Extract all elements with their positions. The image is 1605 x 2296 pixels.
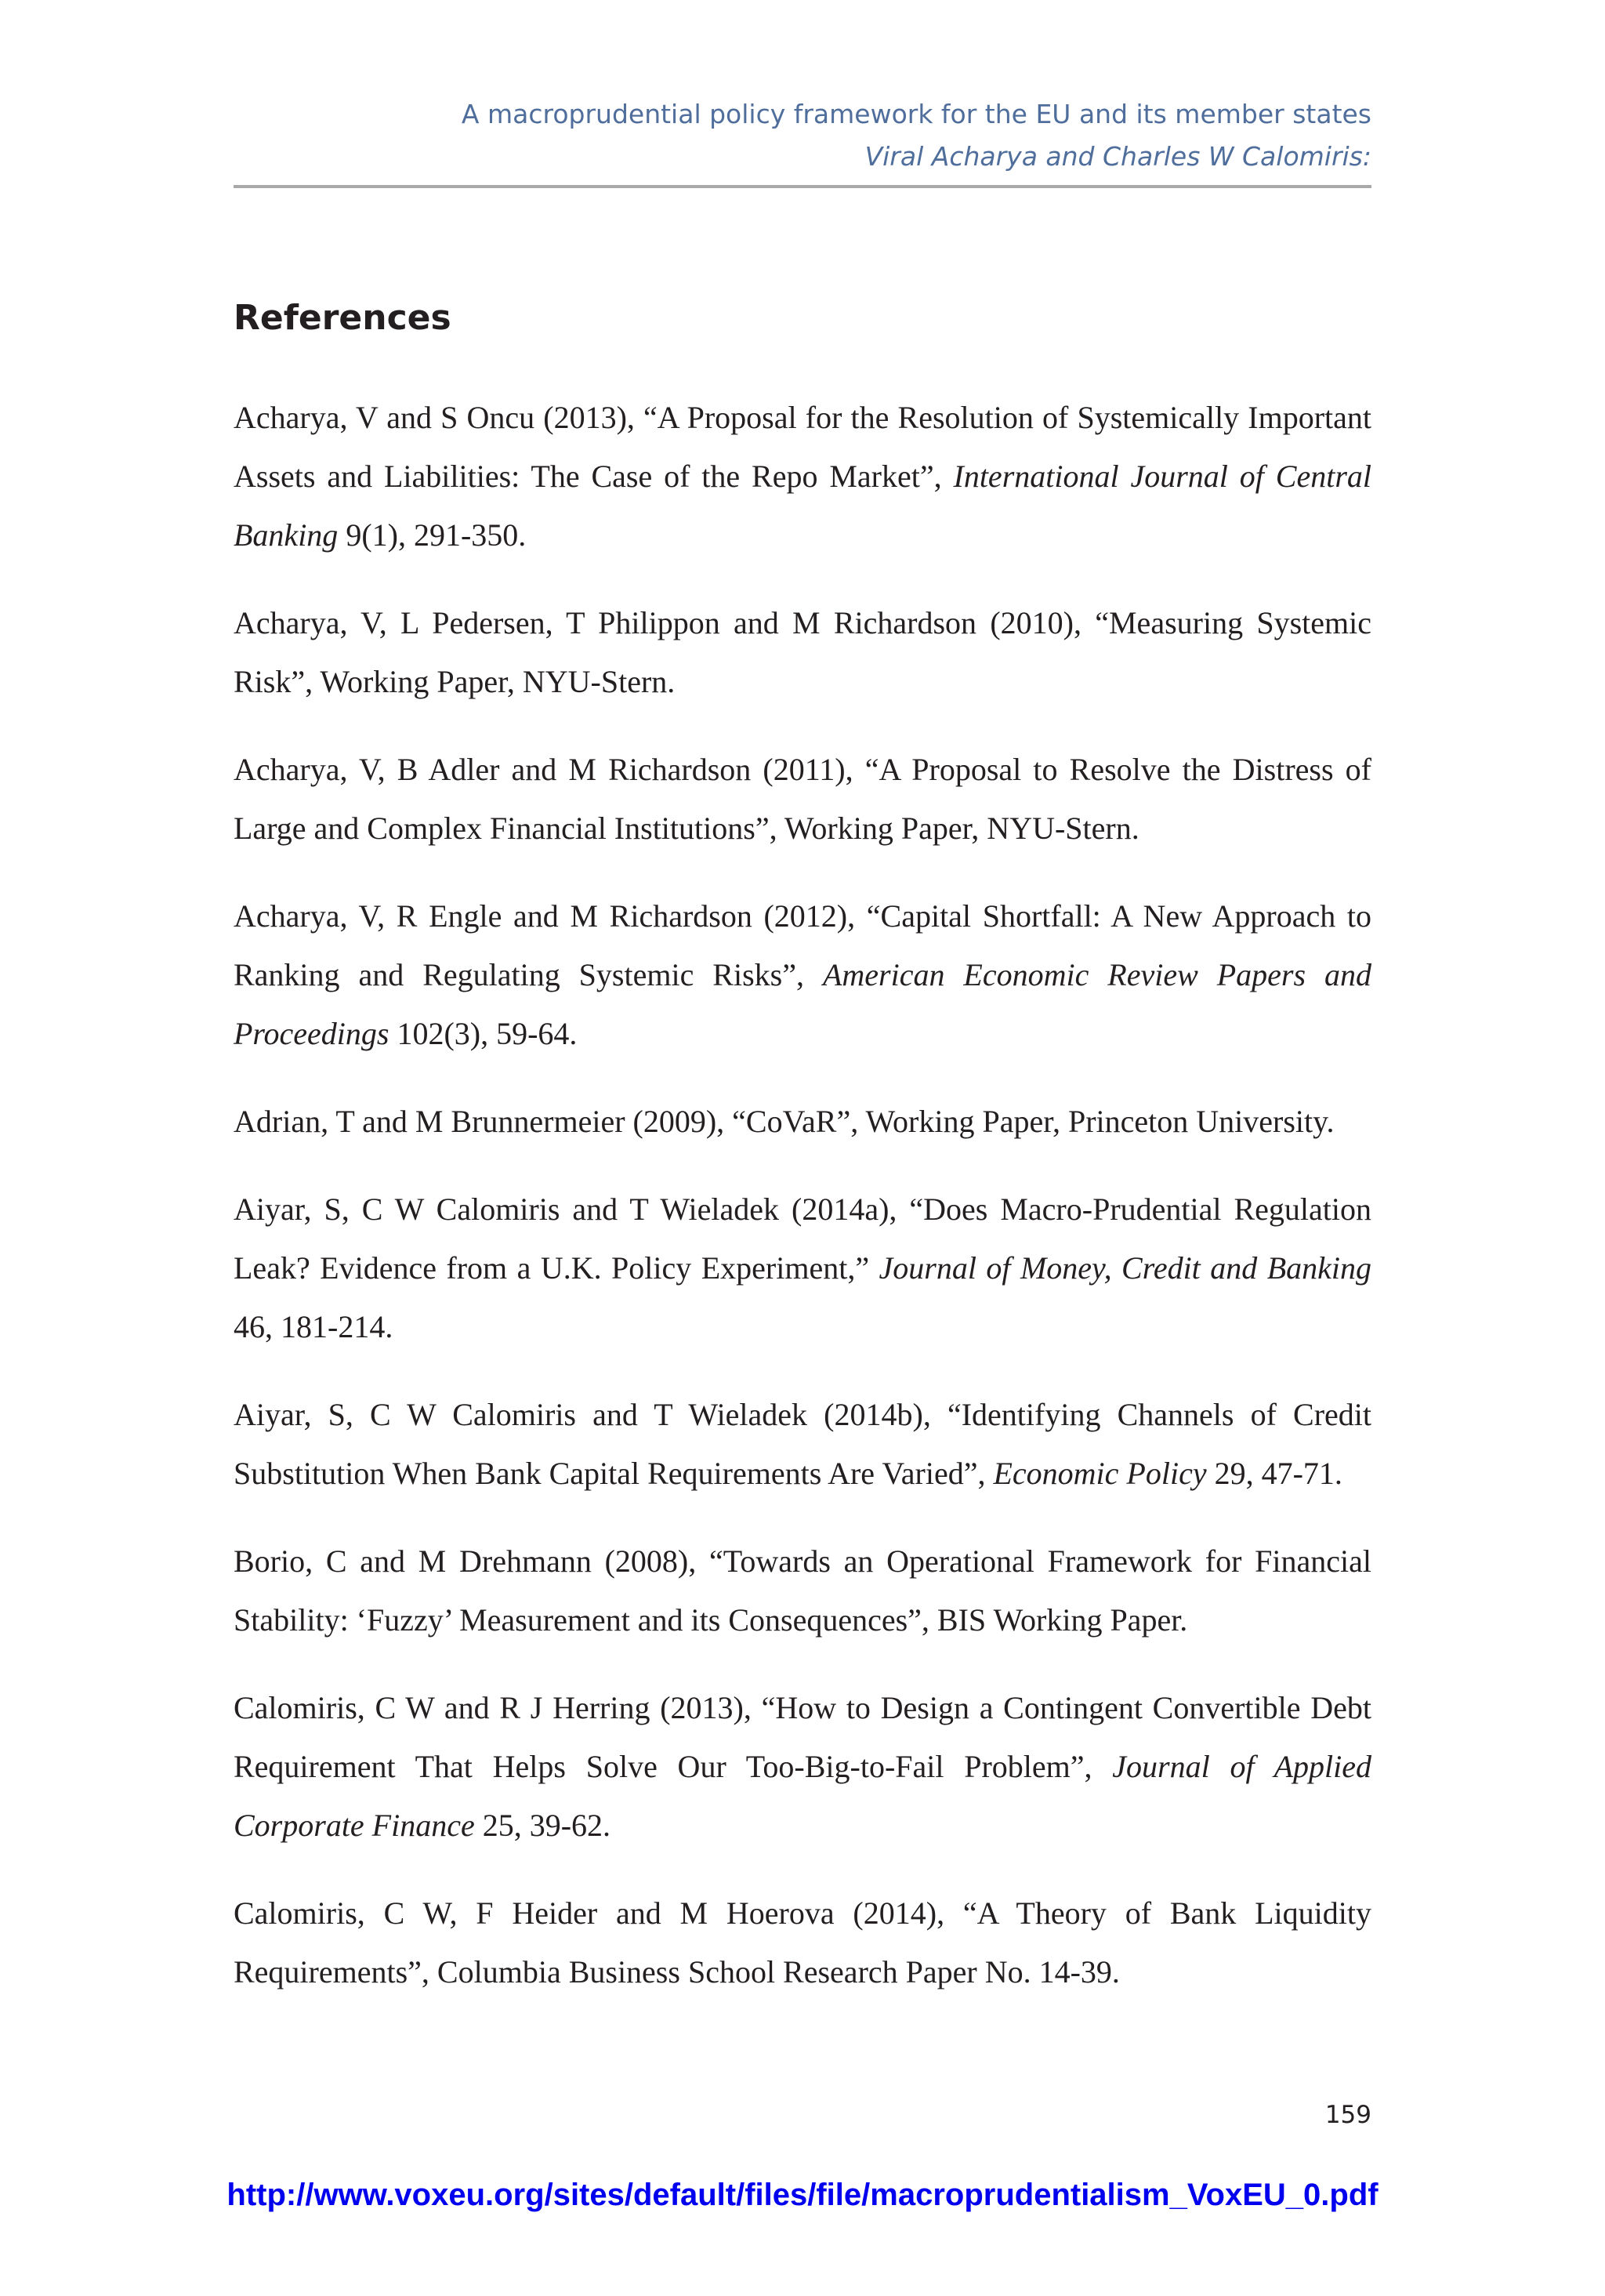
reference-text: Aiyar, S, C W Calomiris and T Wieladek (2014b), “Identifying Channels of Credit Substitution When Bank Capital Requirements Are Varied”, [234, 1397, 1371, 1491]
reference-details: 9(1), 291-350. [338, 517, 527, 553]
reference-item [234, 1532, 1371, 1649]
reference-text: Acharya, V, B Adler and M Richardson (2011), “A Proposal to Resolve the Distress of Large and Complex Financial Institutions”, Working Paper, NYU-Stern. [234, 752, 1371, 846]
reference-text: Acharya, V, L Pedersen, T Philippon and M Richardson (2010), “Measuring Systemic Risk”, Working Paper, NYU-Stern. [234, 605, 1371, 699]
reference-item [234, 887, 1371, 1063]
reference-item [234, 1678, 1371, 1855]
page-number: 159 [1324, 2101, 1371, 2129]
reference-details: 102(3), 59-64. [389, 1016, 578, 1051]
section-heading: References [234, 298, 451, 338]
reference-item [234, 388, 1371, 564]
reference-item [234, 1092, 1371, 1151]
reference-details: 29, 47-71. [1206, 1456, 1342, 1491]
reference-venue: Journal of Applied Corporate Finance [234, 1749, 1371, 1843]
reference-text: Calomiris, C W and R J Herring (2013), “How to Design a Contingent Convertible Debt Requirement That Helps Solve Our Too-Big-to-Fail Problem”, [234, 1690, 1371, 1784]
reference-item [234, 1884, 1371, 2001]
running-head-title: A macroprudential policy framework for the EU and its member states [461, 99, 1371, 129]
source-url-link[interactable]: http://www.voxeu.org/sites/default/files/file/macroprudentialism_VoxEU_0.pdf [226, 2178, 1379, 2212]
reference-text: Calomiris, C W, F Heider and M Hoerova (2014), “A Theory of Bank Liquidity Requirements”, Columbia Business School Research Paper No. 14-39. [234, 1895, 1371, 1990]
reference-list [234, 388, 1371, 2030]
reference-item [234, 1180, 1371, 1356]
reference-details: 46, 181-214. [234, 1309, 393, 1344]
reference-venue: International Journal of Central Banking [234, 459, 1371, 553]
reference-text: Acharya, V and S Oncu (2013), “A Proposal for the Resolution of Systemically Important Assets and Liabilities: The Case of the Repo Market”, [234, 400, 1371, 494]
reference-text: Borio, C and M Drehmann (2008), “Towards an Operational Framework for Financial Stability: ‘Fuzzy’ Measurement and its Consequences”, BIS Working Paper. [234, 1543, 1371, 1638]
running-head-authors: Viral Acharya and Charles W Calomiris: [864, 141, 1371, 172]
reference-item [234, 1385, 1371, 1503]
reference-text: Adrian, T and M Brunnermeier (2009), “CoVaR”, Working Paper, Princeton University. [234, 1104, 1335, 1139]
reference-text: Acharya, V, R Engle and M Richardson (2012), “Capital Shortfall: A New Approach to Ranking and Regulating Systemic Risks”, [234, 898, 1371, 992]
reference-text: Aiyar, S, C W Calomiris and T Wieladek (2014a), “Does Macro-Prudential Regulation Leak? Evidence from a U.K. Policy Experiment,” [234, 1192, 1371, 1286]
reference-venue: Journal of Money, Credit and Banking [879, 1250, 1371, 1286]
reference-venue: American Economic Review Papers and Proceedings [234, 957, 1372, 1051]
reference-item [234, 593, 1371, 711]
reference-venue: Economic Policy [993, 1456, 1207, 1491]
reference-item [234, 740, 1371, 858]
header-rule [234, 185, 1371, 188]
reference-details: 25, 39-62. [474, 1808, 611, 1843]
